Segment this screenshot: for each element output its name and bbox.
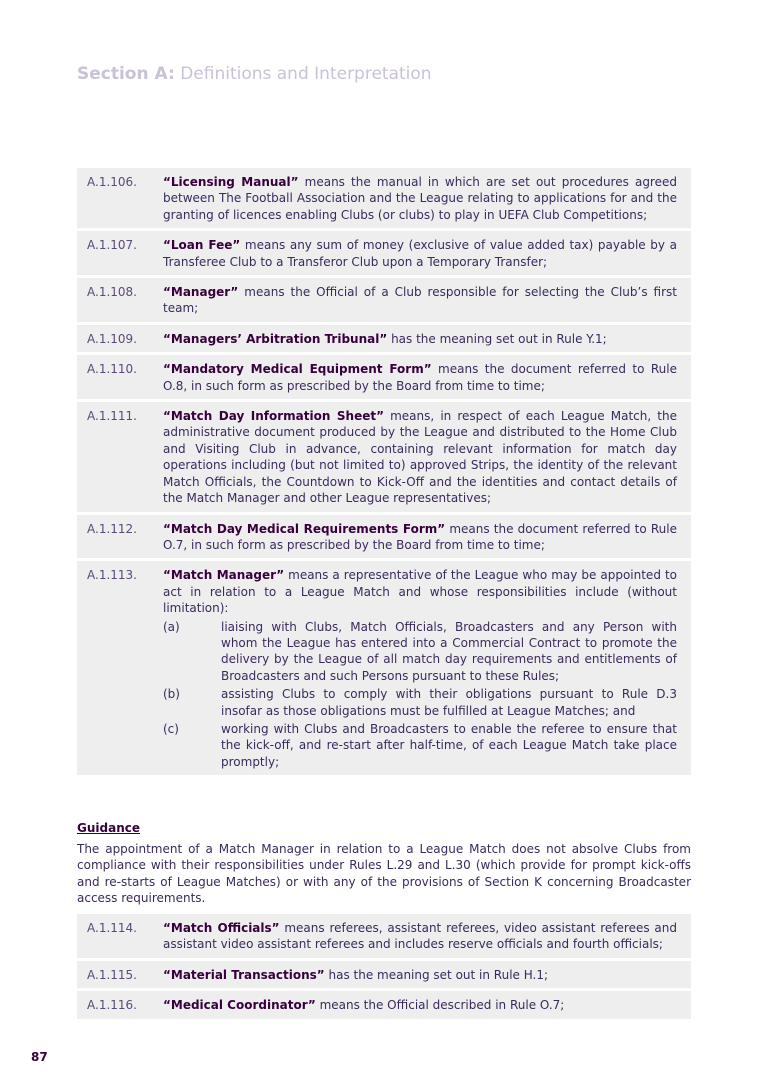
definition-row-match-manager: [77, 561, 691, 775]
definition-number: A.1.115.: [87, 967, 137, 982]
definition-text: means the Official of a Club responsible for selecting the Club’s first team;: [163, 285, 677, 316]
definition-text: means a representative of the League who may be appointed to act in relation to a League Match and whose responsibilities include (without limitation):: [163, 568, 677, 616]
section-label: Section A:: [77, 64, 175, 84]
definition-number: A.1.111.: [87, 409, 137, 424]
definition-text: means the document referred to Rule O.8, in such form as prescribed by the Board from time to time;: [163, 362, 677, 393]
definition-row: [77, 231, 691, 275]
definition-number: A.1.109.: [87, 331, 137, 346]
sub-item-label: (a): [163, 619, 180, 634]
definition-body: [163, 174, 677, 223]
definition-term: “Managers’ Arbitration Tribunal”: [163, 331, 388, 346]
definition-row: [77, 402, 691, 511]
definition-term: “Mandatory Medical Equipment Form”: [163, 362, 432, 377]
sub-item: [163, 619, 677, 685]
definition-text: means the manual in which are set out procedures agreed between The Football Association and the League relating to applications for and the granting of licences enabling Clubs (or clubs) to play in UEFA Club Competitions;: [163, 175, 677, 222]
definitions-list-top: [77, 168, 691, 778]
definition-term: “Material Transactions”: [163, 967, 325, 982]
definition-term: “Licensing Manual”: [163, 175, 299, 189]
section-title-text: Definitions and Interpretation: [180, 64, 432, 84]
definition-body: [163, 920, 677, 953]
definition-term: “Match Manager”: [163, 568, 285, 583]
definition-row: [77, 355, 691, 399]
page-section-title: [77, 64, 432, 84]
definition-term: “Match Day Medical Requirements Form”: [163, 521, 446, 536]
sub-item: [163, 686, 677, 719]
definition-body: [163, 361, 677, 394]
definition-row: [77, 515, 691, 559]
sub-item: [163, 721, 677, 770]
definition-body: [163, 284, 677, 317]
definition-text: means any sum of money (exclusive of value added tax) payable by a Transferee Club to a Transferor Club upon a Temporary Transfer;: [163, 238, 677, 269]
definition-term: “Loan Fee”: [163, 238, 241, 253]
definitions-list-bottom: [77, 914, 691, 1022]
definition-row: [77, 168, 691, 228]
definition-number: A.1.112.: [87, 521, 137, 536]
definition-number: A.1.116.: [87, 998, 137, 1013]
definition-row: [77, 325, 691, 352]
definition-row: [77, 278, 691, 322]
definition-number: A.1.107.: [87, 238, 137, 253]
definition-row: [77, 961, 691, 988]
definition-number: A.1.113.: [87, 568, 137, 583]
definition-text: means the document referred to Rule O.7, in such form as prescribed by the Board from time to time;: [163, 521, 677, 552]
definition-body: [163, 567, 677, 770]
sub-item-text: assisting Clubs to comply with their obligations pursuant to Rule D.3 insofar as those obligations must be fulfilled at League Matches; and: [221, 687, 677, 718]
definition-number: A.1.108.: [87, 285, 137, 300]
sub-item-text: liaising with Clubs, Match Officials, Broadcasters and any Person with whom the League has entered into a Commercial Contract to promote the delivery by the League of all match day requirements and entitlements of Broadcasters and such Persons pursuant to these Rules;: [221, 619, 677, 683]
definition-text: has the meaning set out in Rule Y.1;: [387, 331, 607, 346]
definition-body: [163, 408, 677, 506]
definition-number: A.1.110.: [87, 362, 137, 377]
definition-body: [163, 521, 677, 554]
definition-number: A.1.106.: [87, 175, 137, 189]
sub-item-label: (c): [163, 721, 179, 736]
definition-text: means the Official described in Rule O.7;: [315, 998, 565, 1013]
definition-row: [77, 914, 691, 958]
definition-number: A.1.114.: [87, 921, 137, 935]
definition-term: “Match Day Information Sheet”: [163, 409, 384, 424]
sub-item-text: working with Clubs and Broadcasters to enable the referee to ensure that the kick-off, and re-start after half-time, of each League Match take place promptly;: [221, 721, 677, 769]
guidance-heading: Guidance: [77, 821, 140, 835]
definition-row: [77, 991, 691, 1018]
definition-text: means, in respect of each League Match, the administrative document produced by the League and distributed to the Home Club and Visiting Club in advance, containing relevant information for match day operations including (but not limited to) approved Strips, the identity of the relevant Match Officials, the Countdown to Kick-Off and the identities and contact details of the Match Manager and other League representatives;: [163, 409, 677, 506]
definition-body: [163, 967, 677, 983]
definition-body: [163, 997, 677, 1013]
definition-term: “Manager”: [163, 285, 239, 300]
sub-item-label: (b): [163, 687, 180, 702]
page-number: 87: [31, 1050, 48, 1064]
definition-text: has the meaning set out in Rule H.1;: [324, 967, 549, 982]
definition-body: [163, 237, 677, 270]
definition-term: “Match Officials”: [163, 921, 280, 935]
guidance-section: [77, 820, 691, 907]
guidance-text: The appointment of a Match Manager in relation to a League Match does not absolve Clubs from compliance with their responsibilities under Rules L.29 and L.30 (which provide for prompt kick-offs and re-starts of League Matches) or with any of the provisions of Section K concerning Broadcaster access requirements.: [77, 841, 691, 905]
definition-text: means referees, assistant referees, video assistant referees and assistant video assistant referees and includes reserve officials and fourth officials;: [163, 921, 677, 952]
definition-body: [163, 331, 677, 347]
definition-term: “Medical Coordinator”: [163, 998, 316, 1013]
